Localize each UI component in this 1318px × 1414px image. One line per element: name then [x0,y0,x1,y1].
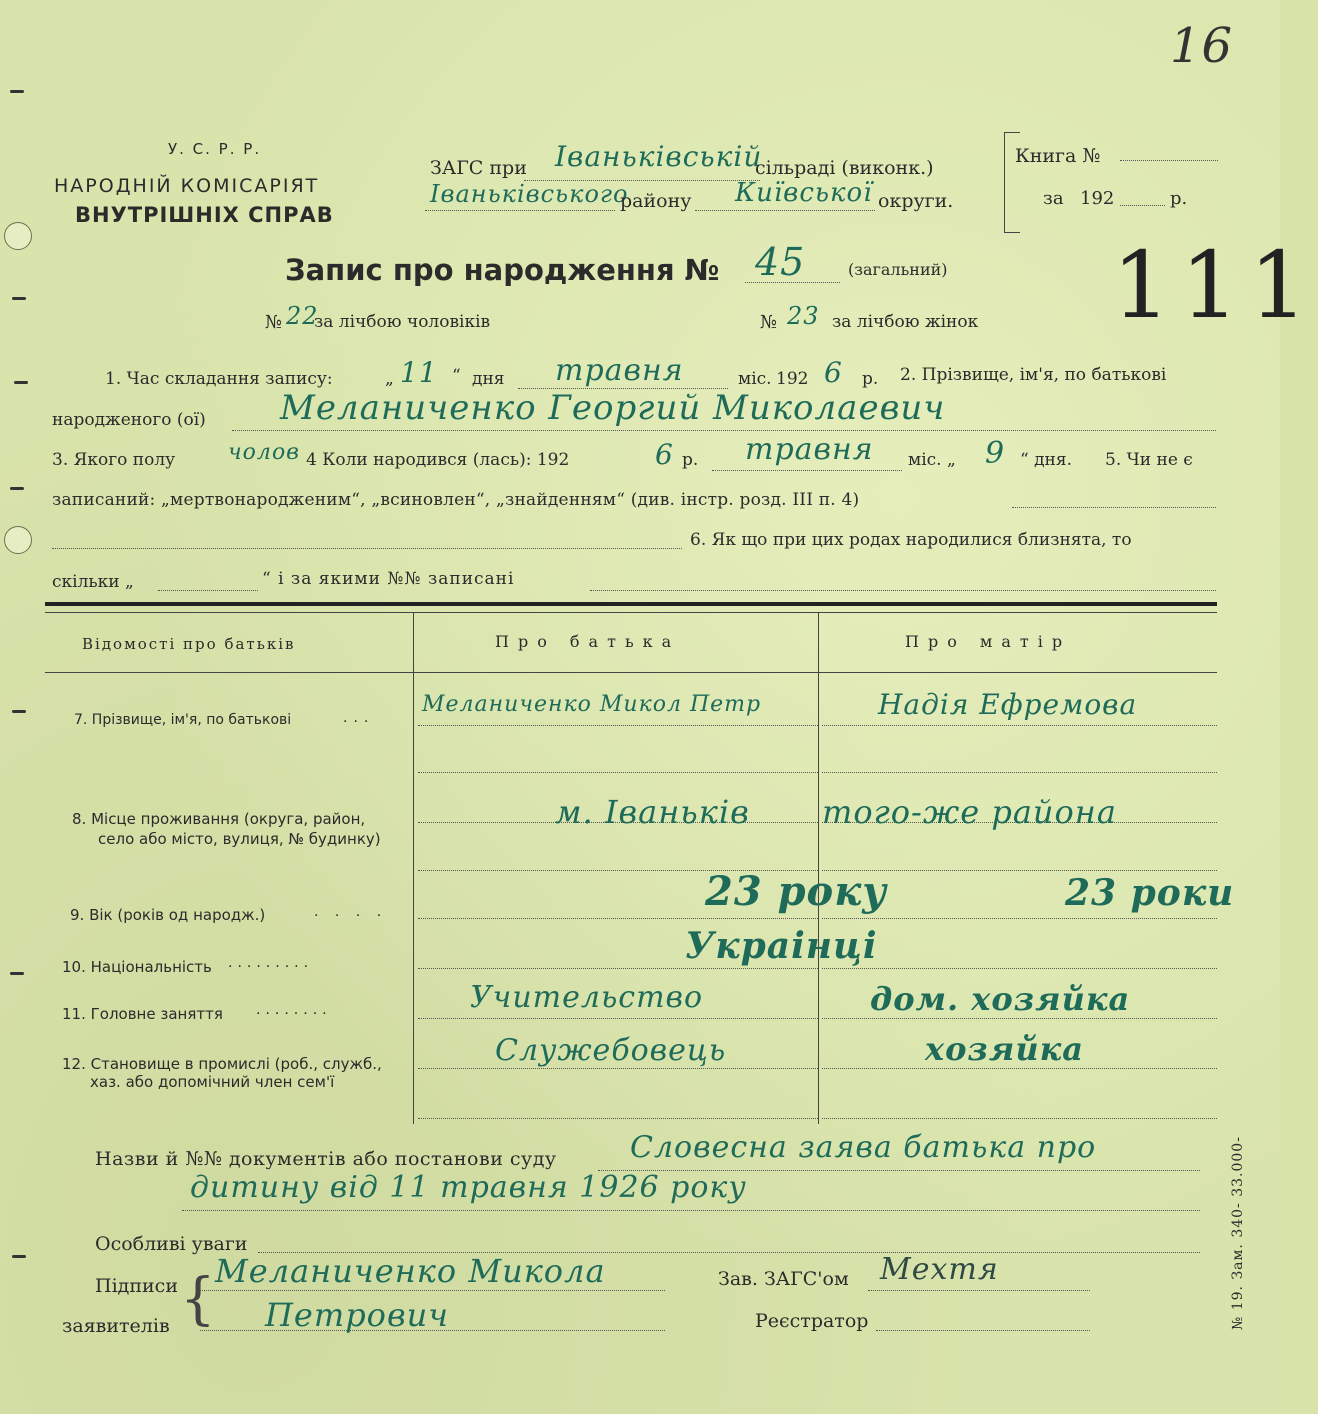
book-year-za: за [1043,188,1064,209]
quote-open: „ [385,369,394,389]
row-label-name: 7. Прізвище, ім'я, по батькові [74,712,292,728]
child-full-name: Меланиченко Георгий Миколаевич [280,388,946,428]
book-number-label: Книга № [1015,145,1101,167]
applicants-label: заявителів [62,1315,170,1337]
row-label-residence: 8. Місце проживання (округа, район, [72,810,366,828]
record-month: травня [555,353,684,388]
women-count: 23 [787,302,820,330]
birth-day-label: “ дня. [1020,450,1073,470]
r-label: р. [862,369,879,389]
district-name: Іваньківського [430,180,629,208]
documents-line1: Словесна заява батька про [630,1130,1097,1165]
applicant-signature-2: Петрович [265,1296,450,1334]
birth-day: 9 [985,436,1006,471]
father-name: Меланиченко Микол Петр [422,692,762,717]
men-count: 22 [286,302,319,330]
documents-line2: дитину від 11 травня 1926 року [190,1170,747,1205]
p3-label: 3. Якого полу [52,450,176,470]
month-label: міс. [738,369,772,389]
punch-hole [4,526,32,554]
ussr-header: У. С. Р. Р. [168,140,262,158]
signatures-label: Підписи [95,1275,178,1297]
district-label: району [620,190,692,212]
zags-village: Іваньківській [555,140,763,173]
row-label-residence-2: село або місто, вулиця, № будинку) [98,830,381,848]
p6-cont-a: скільки „ [52,572,134,592]
book-year-prefix: 192 [1080,188,1115,209]
silradi-label: сільраді (виконк.) [755,157,934,179]
p4-label: 4 Коли народився (лась): 192 [306,450,570,470]
row-label-nationality: 10. Національність [62,958,212,976]
record-year: 6 [824,356,843,389]
p1-label: 1. Час складання запису: [105,369,333,389]
p5-continuation: записаний: „мертвонародженим“, „всиновлен“, „знайденням“ (див. інстр. розд. III п. 4) [52,490,860,510]
mother-age: 23 роки [1065,872,1235,914]
women-count-prefix: № [760,312,778,333]
zags-label: ЗАГС при [430,157,527,179]
father-age: 23 року [705,868,888,915]
birth-r: р. [682,450,699,470]
registrar-label: Реєстратор [755,1310,869,1332]
general-label: (загальний) [848,260,948,279]
okrug-name: Київської [735,178,873,208]
record-title: Запис про народження № [285,253,720,287]
row-label-status: 12. Становище в промислі (роб., служб., [62,1055,382,1073]
father-nationality: Украінці [685,925,878,967]
record-number: 45 [755,240,806,284]
women-count-label: за лічбою жінок [832,312,979,332]
column-header-parents-info: Відомості про батьків [82,635,296,653]
mother-residence: того-же района [822,793,1117,831]
birth-year: 6 [655,438,674,471]
binding-mark [10,972,24,975]
father-residence: м. Іваньків [555,793,750,831]
men-count-label: за лічбою чоловіків [314,312,491,332]
year-prefix: 192 [776,369,809,389]
column-header-mother: Про матір [905,632,1072,651]
column-header-father: Про батька [495,632,681,651]
side-print: № 19. Зам. 340- 33.000- [1230,1136,1246,1330]
p5-label: 5. Чи не є [1105,450,1193,470]
binding-mark [14,381,28,384]
born-label: народженого (ої) [52,410,206,430]
binding-mark [12,297,26,300]
applicant-signature-1: Меланиченко Микола [215,1252,606,1290]
zags-head-label: Зав. ЗАГС'ом [718,1268,849,1290]
remarks-label: Особливі уваги [95,1233,248,1255]
documents-label: Назви й №№ документів або постанови суду [95,1148,557,1170]
birth-month: травня [745,432,874,467]
ministry-header: ВНУТРІШНІХ СПРАВ [75,203,334,227]
margin-tally: 111 [1112,232,1318,339]
mother-status: хозяйка [925,1030,1084,1068]
binding-mark [12,1255,26,1258]
mother-occupation: дом. хозяйка [870,980,1131,1018]
p6-label: 6. Як що при цих родах народилися близнята, то [690,530,1132,550]
father-status: Служебовець [495,1033,727,1068]
okrug-label: округи. [878,190,954,212]
men-count-prefix: № [265,312,283,333]
mother-name: Надія Ефремова [878,688,1138,721]
father-occupation: Учительство [470,980,704,1015]
commissariat-header: НАРОДНІЙ КОМІСАРІЯТ [54,175,320,197]
binding-mark [10,90,24,93]
day-label: дня [472,369,505,389]
row-label-age: 9. Вік (років од народж.) [70,906,266,924]
p6-cont-b: “ і за якими №№ записані [262,569,515,589]
corner-number: 16 [1170,18,1234,74]
p2-label: 2. Прізвище, ім'я, по батькові [900,365,1167,385]
binding-mark [10,487,24,490]
row-label-status-2: хаз. або допомічний член сем'ї [90,1073,335,1091]
record-day: 11 [400,356,438,389]
document-page: 16 У. С. Р. Р. НАРОДНІЙ КОМІСАРІЯТ ВНУТРІШНІХ СПРАВ ЗАГС при Іваньківській сільраді (виконк.) Іваньківського району Київської округи. Книга № за 192 р. Запис про народження № 45 (загальний) 111 № 22 за лічбою чоловіків № 23 за лічбою жінок 1. Час складання запису: „ 11 “ дня травня міс. 192 6 р. 2. Прізвище, ім'я, по батькові народженого (ої) Меланиченко Георгий Миколаевич 3. Якого полу чолов 4 Коли народився (лась): 192 6 р. травня міс. „ 9 “ дня. 5. Чи не є записаний: „мертвонародженим“, „всиновлен“, „знайденням“ (див. інстр. розд. III п. 4) 6. Як що при цих родах народилися близнята, то скільки „ “ і за якими №№ записані Відомості про батьків Про батька Про матір 7. Прізвище, ім'я, по батькові ... Меланиченко Микол Петр Надія Ефремова 8. Місце проживання (округа, район, село або місто, вулиця, № будинку) м. Іваньків того-же района 9. Вік (років од народж.) . . . . 23 року 23 роки 10. Національність ......... Украінці 11. Головне заняття ........ Учительство дом. хозяйка 12. Становище в промислі (роб., служб., хаз. або допомічний член сем'ї Служебовець хозяйка Назви й №№ документів або постанови суду Словесна заява батька про дитину від 11 травня 1926 року Особливі уваги Підписи заявителів { Меланиченко Микола Петрович Зав. ЗАГС'ом Мехтя Реєстратор № 19. Зам. 340- 33.000- [0,0,1280,1414]
book-year-r: р. [1170,188,1188,209]
quote-close: “ [452,366,461,386]
birth-month-label: міс. „ [908,450,956,470]
punch-hole [4,222,32,250]
zags-head-signature: Мехтя [880,1252,999,1287]
child-sex: чолов [228,440,300,465]
binding-mark [12,710,26,713]
row-label-occupation: 11. Головне заняття [62,1005,223,1023]
